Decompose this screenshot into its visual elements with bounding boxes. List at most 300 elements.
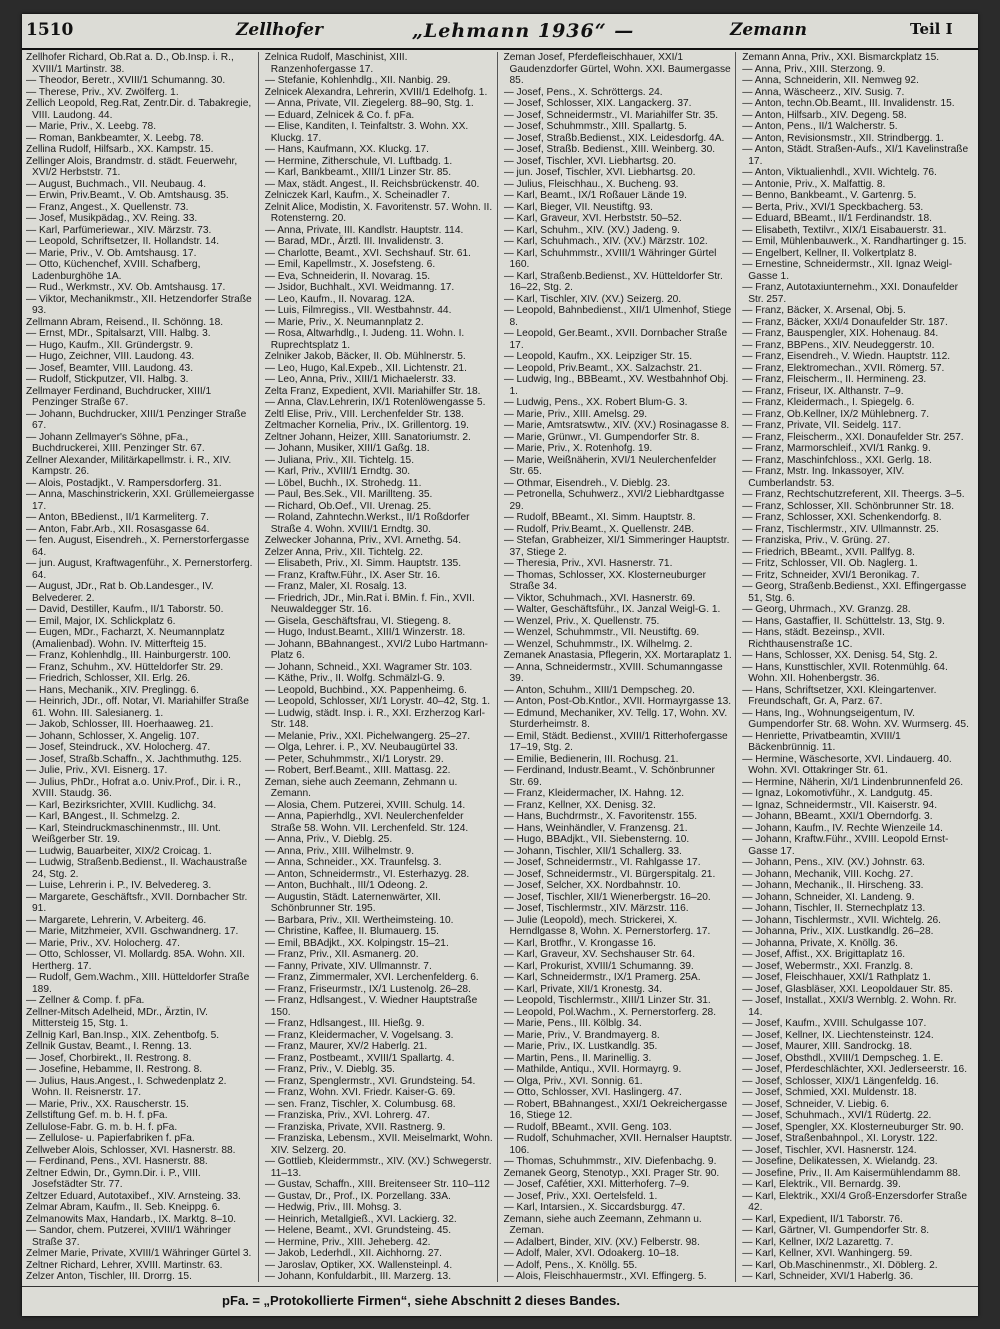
directory-entry: — Eugen, MDr., Facharzt, X. Neumannplatz (Amalienbad). Wohn. IV. Mitterfteig 15. [26, 627, 225, 650]
directory-entry: — Julie, Priv., XVI. Eisnerg. 17. [26, 765, 168, 776]
directory-entry: Zeltzer Eduard, Autotaxibef., XIV. Arnsteing. 33. [26, 1190, 241, 1202]
column-3 [504, 52, 737, 1282]
directory-entry: — Helene, Beamt., XVI. Grundsteing. 45. [264, 1225, 452, 1236]
directory-entry: — Julius, Haus.Angest., I. Schwedenplatz 2. Wohn. II. Reisnerstr. 17. [26, 1075, 227, 1098]
directory-entry: — Rudolf, Priv.Beamt., X. Quellenstr. 24B. [503, 523, 695, 535]
directory-entry: — Eduard, Zelnicek & Co. f. pFa. [264, 109, 415, 121]
directory-entry: — Löbel, Buchh., IX. Strohedg. 11. [264, 477, 422, 489]
directory-entry: — Paul, Bes.Sek., VII. Marillteng. 35. [264, 489, 433, 500]
directory-entry: — Johann, Tischler, XII/1 Schallerg. 33. [503, 845, 682, 857]
directory-entry: — fen. August, Eisendreh., X. Pernerstorfergasse 64. [26, 535, 250, 558]
directory-entry: — Juliana, Priv., XII. Tichtelg. 15. [264, 454, 415, 466]
directory-entry: — Karl, Expedient, II/1 Taborstr. 76. [742, 1213, 903, 1225]
directory-entry: — Karl, Intarsien., X. Siccardsburgg. 47. [503, 1202, 686, 1213]
directory-entry: — Franziska, Private, XVII. Rastnerg. 9. [264, 1121, 446, 1133]
directory-entry: — Josef, Fleischhauer, XXI/1 Rathplatz 1. [742, 972, 931, 983]
directory-entry: — Zellner & Comp. f. pFa. [26, 995, 145, 1006]
directory-entry: — Engelbert, Kellner, II. Volkertplatz 8. [742, 247, 917, 259]
directory-entry: — Johann, Kaufm., IV. Rechte Wienzeile 14. [742, 822, 943, 834]
directory-entry: Zellinger Alois, Brandmstr. d. städt. Feuerwehr, XVI/2 Herbststr. 71. [26, 155, 238, 178]
directory-entry: Zelnica Rudolf, Maschinist, XIII. Ranzenhofergasse 17. [264, 52, 408, 75]
directory-entry: — Johann, Pens., XIV. (XV.) Johnstr. 63. [742, 857, 925, 868]
directory-entry: — Johann, Buchdrucker, XIII/1 Penzinger Straße 67. [26, 408, 247, 431]
directory-entry: — Franz, Kleidermacher, V. Vogelsang. 3. [264, 1029, 454, 1041]
directory-entry: — Franz, Rechtschutzreferent, XII. Theergs. 3–5. [742, 489, 965, 500]
directory-entry: — Josef, Steindruck., XV. Holocherg. 47. [26, 742, 211, 753]
directory-entry: — Anton, Schuhm., XIII/1 Dempscheg. 20. [503, 684, 695, 696]
directory-entry: — Karl, BAngest., II. Schmelzg. 2. [26, 811, 181, 822]
directory-entry: — Edmund, Mechaniker, XV. Tellg. 17, Wohn. XV. Sturderhеimstr. 8. [503, 707, 728, 730]
directory-entry: — Anton, Fabr.Arb., XII. Rosasgasse 64. [26, 523, 210, 535]
directory-entry: — Anna, Private, III. Kandlstr. Hauptstr. 114. [264, 224, 464, 236]
directory-entry: — Eva, Schneiderin, II. Novarag. 15. [264, 270, 431, 282]
directory-entry: — Julie (Leopold), mech. Strickerei, X. Herndlgasse 8, Wohn. X. Pernerstorferg. 17. [503, 914, 711, 937]
directory-entry: — Franz, Kraftw.Führ., IX. Aser Str. 16. [264, 569, 441, 581]
directory-entry: — Josef, Beamter, VIII. Laudong. 43. [26, 362, 194, 374]
directory-entry: — Leopold, Schriftsetzer, II. Hollandstr. 14. [26, 236, 220, 247]
directory-entry: — Adolf, Maler, XVI. Odoakerg. 10–18. [503, 1248, 680, 1259]
directory-entry: — Karl, Schneidermstr., IX/1 Pramerg. 25A. [503, 972, 701, 983]
directory-entry: — Franz, Schuhm., XV. Hütteldorfer Str. 29. [26, 661, 224, 673]
directory-entry: Zelmar Abram, Kaufm., II. Seb. Kneippg. 6. [26, 1202, 221, 1213]
directory-entry: — Emil, Major, IX. Schlickplatz 6. [26, 615, 176, 627]
directory-entry: — Roland, Zahntechn.Werkst., II/1 Roßdorfer Straße 4. Wohn. XVIII/1 Erndtg. 30. [264, 512, 470, 535]
directory-entry: — Franz, Bäcker, XXI/4 Donaufelder Str. 187. [742, 316, 948, 328]
directory-entry: — Karl, Private, XII/1 Kronestg. 34. [503, 983, 663, 995]
directory-entry: — Thomas, Schlosser, XX. Klosterneuburger Straße 34. [503, 569, 707, 592]
directory-entry: — Franz, Schlosser, XXI. Schenkendorfg. 8. [742, 512, 942, 523]
directory-entry: Zellulose-Fabr. G. m. b. H. f. pFa. [26, 1121, 178, 1133]
directory-entry: — Josef, Glasbläser, XXI. Leopoldauer Str. 85. [742, 983, 953, 995]
directory-entry: — Käthe, Priv., II. Wolfg. Schmälzl-G. 9. [264, 673, 445, 684]
directory-entry: — Karl, Schuhmmstr., XVIII/1 Währinger Gürtel 160. [503, 247, 717, 270]
directory-entry: — Anna, Wäscheerz., XIV. Susig. 7. [742, 86, 905, 98]
directory-entry: — Franz, Ob.Kellner, IX/2 Mühlebnerg. 7. [742, 408, 930, 420]
directory-entry: — Otto, Küchenchef, XVIII. Schafberg, Ladenburghöhe 1A. [26, 259, 201, 282]
directory-entry: — Franz, Zimmermaler, XVI. Lerchenfelderg. 6. [264, 972, 479, 983]
directory-entry: — Hermine, Wäschesorte, XVI. Lindauerg. 40. Wohn. XVI. Ottakringer Str. 61. [742, 753, 952, 776]
directory-entry: — Hermine, Zitherschule, VI. Luftbadg. 1. [264, 155, 453, 167]
directory-entry: — Emil, Kapellmstr., X. Josefsteng. 6. [264, 259, 436, 270]
directory-entry: — Ludwig, Ing., BBBeamt., XV. Westbahnhof Obj. 1. [503, 374, 729, 397]
directory-entry: — Josef, Installat., XXI/3 Wernblg. 2. Wohn. Rr. 14. [742, 995, 957, 1018]
directory-entry: — Rudolf, Stickputzer, VII. Halbg. 3. [26, 374, 189, 385]
directory-entry: — Leopold, Tischlermstr., XIII/1 Linzer Str. 31. [503, 995, 711, 1006]
column-4 [742, 52, 974, 1282]
directory-entry: — Johanna, Priv., XIX. Lustkandlg. 26–28. [742, 926, 934, 937]
directory-entry: — Henriette, Privatbeamtin, XVIII/1 Bäckenbrünnig. 11. [742, 730, 901, 753]
directory-entry: — Friedrich, JDr., Min.Rat i. BMin. f. Fin., XVII. Neuwaldegger Str. 16. [264, 592, 475, 615]
directory-entry: — Ferdinand, Industr.Beamt., V. Schönbrunner Str. 69. [503, 765, 715, 788]
directory-entry: — Hans, Schriftsetzer, XXI. Kleingartenver. Freundschaft, Gr. A, Parz. 67. [742, 684, 937, 707]
directory-entry: Zellstiftung Gef. m. b. H. f. pFa. [26, 1110, 168, 1121]
directory-entry: Zellina Rudolf, Hilfsarb., XX. Kampstr. 15. [26, 144, 214, 155]
directory-entry: — Johann, BBeamt., XXI/1 Oberndorfg. 3. [742, 811, 933, 822]
directory-entry: — Hans, Gastaffier, II. Schüttelstr. 13, Stg. 9. [742, 615, 945, 627]
directory-entry: — Hedwig, Priv., III. Mohsg. 3. [264, 1202, 402, 1213]
directory-entry: — Karl, Tischler, XIV. (XV.) Seizerg. 20. [503, 293, 682, 305]
directory-entry: — Franziska, Priv., V. Grüng. 27. [742, 535, 891, 546]
directory-entry: — Johann, Schlosser, X. Angelig. 107. [26, 730, 200, 742]
directory-entry: — Josef, Kellner, IX. Liechtensteinstr. 124. [742, 1029, 934, 1041]
directory-entry: — Anna, Schneiderin, XII. Nemweg 92. [742, 75, 919, 86]
directory-entry: — Franz, Hdlsangest., V. Wiedner Hauptstraße 150. [264, 995, 478, 1018]
directory-entry: — Roman, Bankbeamter, X. Leebg. 78. [26, 132, 204, 144]
directory-entry: — Gustav, Dr., Prof., IX. Porzellang. 33A. [264, 1190, 451, 1202]
directory-entry: — Heinrich, Metallgieß., XVI. Lackierg. 32. [264, 1213, 457, 1225]
directory-entry: — Richard, Ob.Oef., VII. Urenag. 25. [264, 500, 432, 512]
directory-entry: Zellnig Karl, Ban.Insp., XIX. Zehentbofg. 5. [26, 1029, 220, 1041]
directory-entry: — Marie, Priv., IX. Lustkandlg. 35. [503, 1041, 658, 1052]
directory-entry: — Josef, Schuhmmstr., XIII. Spallartg. 5. [503, 121, 687, 132]
volume-part: Teil I [910, 20, 953, 38]
directory-entry: — jun. Josef, Tischler, XVI. Liebhartsg. 20. [503, 167, 696, 178]
directory-entry: — Karl, Beamt., IX/1 Roßauer Lände 19. [503, 190, 687, 201]
directory-entry: — Josef, Tischlermstr., XIV. Märzstr. 116. [503, 903, 689, 914]
directory-entry: — Marie, Weißnäherin, XVI/1 Neulerchenfelder Str. 65. [503, 454, 717, 477]
directory-entry: — Karl, Elektrik., XXI/4 Groß-Enzersdorfer Straße 42. [742, 1190, 968, 1213]
directory-entry: — Franz, Friseurmstr., IX/1 Lustenolg. 26–28. [264, 983, 471, 995]
directory-entry: — Josef, Schmied, XXI. Muldenstr. 18. [742, 1087, 917, 1098]
directory-entry: — Karl, Parfümeriewar., XIV. Märzstr. 73. [26, 224, 212, 236]
directory-entry: — Johann, Schneid., XXI. Wagramer Str. 103. [264, 661, 473, 673]
directory-entry: — Johann, Tischlermstr., XVII. Wichtelg. 26. [742, 914, 941, 926]
directory-entry: — Leopold, Priv.Beamt., XX. Salzachstr. 21. [503, 362, 703, 374]
directory-entry: — Anna, Schneidermstr., XVIII. Schumanngasse 39. [503, 661, 723, 684]
directory-entry: — Julius, Fleischhau., X. Bucheng. 93. [503, 178, 679, 190]
directory-entry: — Josef, Tischler, XVI. Liebhartsg. 20. [503, 155, 677, 167]
directory-entry: — Rudolf, Schuhmacher, XVII. Hernalser Hauptstr. 106. [503, 1133, 733, 1156]
directory-entry: — Ferdinand, Pens., XVI. Hasnerstr. 88. [26, 1156, 208, 1167]
directory-entry: — Josef, Tischler, XVI. Hasnerstr. 124. [742, 1144, 917, 1156]
directory-entry: — Peter, Schuhmmstr., XI/1 Lorystr. 29. [264, 753, 444, 765]
directory-entry: — Anna, Priv., V. Dieblg. 25. [264, 834, 393, 845]
directory-entry: — Therese, Priv., XV. Zwölferg. 1. [26, 86, 179, 98]
directory-entry: — Josef, Webermstr., XXI. Franzlg. 8. [742, 960, 914, 972]
directory-entry: — Ludwig, Pens., XX. Robert Blum-G. 3. [503, 397, 688, 408]
directory-entry: Zemanek Anastasia, Pflegerin, XX. Mortaraplatz 1. [503, 650, 732, 661]
directory-entry: Zeltl Elise, Priv., VIII. Lerchenfelder Str. 138. [264, 408, 464, 420]
directory-entry: — Franz, Fleischerm., XXI. Donaufelder Str. 257. [742, 431, 964, 443]
page-footer [22, 1286, 978, 1316]
directory-entry: — Anna, Papierhdlg., XVI. Neulerchenfelder Straße 58. Wohn. VII. Lerchenfeld. Str. 124. [264, 811, 469, 834]
directory-entry: — Ludwig, Straßenb.Bedienst., II. Wachaustraße 24, Stg. 2. [26, 857, 248, 880]
directory-entry: — Josef, Pferdeschlächter, XXI. Jedlerseerstr. 16. [742, 1064, 968, 1075]
directory-entry: — Robert, BBahnangest., XXI/1 Oekreichergasse 16, Stiege 12. [503, 1098, 728, 1121]
directory-entry: — Karl, Gärtner, VI. Gumpendorfer Str. 8. [742, 1225, 930, 1236]
directory-entry: — Franz, Friseur, IX. Althanstr. 7–9. [742, 385, 904, 397]
directory-entry: — Franz, Kleidermach., I. Spiegelg. 6. [742, 397, 915, 408]
directory-entry: — Karl, Kellner, XVI. Wanhingerg. 59. [742, 1248, 913, 1259]
directory-entry: — jun. August, Kraftwagenführ., X. Pernerstorferg. 64. [26, 558, 253, 581]
directory-entry: — Karl, Graveur, XVI. Herbststr. 50–52. [503, 213, 682, 224]
directory-entry: — Melanie, Priv., XXI. Pichelwangerg. 25–27. [264, 730, 471, 742]
directory-entry: — Anton, Städt. Straßen-Aufs., XI/1 Kavelinstraße 17. [742, 144, 969, 167]
directory-entry: — Viktor, Mechanikmstr., XII. Hetzendorfer Straße 93. [26, 293, 252, 316]
directory-entry: — Hans, Schlosser, XX. Denisg. 54, Stg. 2. [742, 650, 938, 661]
directory-entry: Zelniczek Karl, Kaufm., X. Scheinadler 7. [264, 190, 450, 201]
directory-entry: — Rud., Werkmstr., XV. Ob. Amtshausg. 17. [26, 282, 226, 293]
directory-entry: — Johann, Mechanik, VIII. Kochg. 27. [742, 868, 914, 880]
directory-entry: — Jakob, Lederhdl., XII. Aichhorng. 27. [264, 1248, 443, 1259]
directory-entry: — Ernst, MDr., Spitalsarzt, VIII. Halbg. 3. [26, 328, 211, 339]
directory-entry: — Leopold, Pol.Wachm., X. Pernerstorferg. 28. [503, 1006, 717, 1018]
directory-entry: Zelnicek Alexandra, Lehrerin, XVIII/1 Edelhofg. 1. [264, 86, 488, 98]
directory-entry: — Ignaz, Lokomotivführ., X. Landgutg. 45. [742, 788, 933, 799]
directory-entry: — Hans, Ing., Wohnungseigentum, IV. Gumpendorfer Str. 68. Wohn. XV. Wurmserg. 45. [742, 707, 969, 730]
entry-columns [26, 52, 974, 1282]
directory-entry: — Karl, Kellner, IX/2 Lazarettg. 7. [742, 1236, 894, 1248]
directory-entry: — Josef, Straßb. Bedienst., XIII. Weinberg. 30. [503, 144, 716, 155]
directory-entry: — Wenzel, Schuhmmstr., IX. Wilhelmg. 2. [503, 638, 693, 650]
directory-entry: — Theodor, Beretr., XVIII/1 Schumanng. 30. [26, 75, 226, 86]
directory-entry: — sen. Franz, Tischler, X. Columbusg. 68. [264, 1098, 456, 1110]
directory-entry: — Anton, Viktualienhdl., XVII. Wichtelg. 76. [742, 167, 937, 178]
directory-entry: — Karl, Elektrik., VII. Bernardg. 39. [742, 1179, 901, 1190]
column-2 [265, 52, 498, 1282]
directory-entry: — Sandor, chem. Putzerei, XVIII/1 Währinger Straße 37. [26, 1225, 231, 1248]
directory-entry: Zelmer Marie, Private, XVIII/1 Währinger Gürtel 3. [26, 1248, 252, 1259]
directory-entry: — Rudolf, BBeamt., XI. Simm. Hauptstr. 8. [503, 512, 696, 523]
directory-entry: — Anna, Private, VII. Ziegelerg. 88–90, Stg. 1. [264, 98, 474, 109]
directory-entry: — Barad, MDr., Ärztl. III. Invalidenstr. 3. [264, 236, 444, 247]
directory-entry: — Walter, Geschäftsführ., IX. Janzal Weigl-G. 1. [503, 604, 721, 615]
directory-entry: — Friedrich, Schlosser, XII. Erlg. 26. [26, 673, 191, 684]
directory-entry: — Franz, Priv., V. Dieblg. 35. [264, 1064, 395, 1075]
directory-entry: — Hermine, Priv., XIII. Jeheberg. 42. [264, 1236, 431, 1248]
directory-entry: — Josef, Musikpädag., XV. Reing. 33. [26, 213, 198, 224]
directory-entry: — Franz, Schlosser, XII. Schönbrunner Str. 18. [742, 500, 955, 512]
directory-entry: — Hans, Buchdrmstr., X. Favoritenstr. 155. [503, 811, 698, 822]
directory-entry: — Johann, Musiker, XIII/1 Gaßg. 18. [264, 443, 430, 454]
directory-entry: Zelnit Alice, Modistin, X. Favoritenstr. 57. Wohn. II. Rotensterng. 20. [264, 201, 493, 224]
directory-entry: — Luis, Filmregiss., VII. Westbahnstr. 44. [264, 305, 452, 316]
directory-entry: Zeman Josef, Pferdefleischhauer, XXI/1 Gaudenzdorfer Gürtel, Wohn. XXI. Baumergasse 85. [503, 52, 731, 86]
directory-entry: — Ludwig, Bauarbeiter, XIX/2 Croicag. 1. [26, 845, 212, 857]
directory-entry: — Franz, Spenglermstr., XVI. Grundsteing. 54. [264, 1075, 476, 1087]
directory-entry: — Berta, Priv., XVI/1 Speckbacherg. 53. [742, 201, 924, 213]
directory-entry: — Franz, Bäcker, X. Arsenal, Obj. 5. [742, 305, 906, 316]
directory-entry: — Hans, Kunsttischler, XVII. Rotenmühlg. 64. Wohn. XII. Hohenbergstr. 36. [742, 661, 948, 684]
directory-entry: — Emilie, Bedienerin, III. Rochusg. 21. [503, 753, 679, 765]
directory-entry: — Luise, Lehrerin i. P., IV. Belvederеg. 3. [26, 880, 212, 891]
directory-entry: — Anna, Priv., XIII. Sterzong. 9. [742, 63, 886, 75]
directory-entry: — Gisela, Geschäftsfrau, VI. Stiegeng. 8. [264, 615, 452, 627]
directory-entry: — Stefan, Grabheizer, XI/1 Simmeringer Hauptstr. 37, Stiege 2. [503, 535, 730, 558]
directory-entry: — Anton, Revisionsmstr., XII. Strindbergg. 1. [742, 132, 944, 144]
directory-entry: — Johann Zellmayer's Söhne, pFa., Buchdruckerei, XIII. Penzinger Str. 67. [26, 431, 205, 454]
directory-entry: — Franz, Bauspengler, XIX. Hohenaug. 84. [742, 328, 939, 339]
directory-entry: — Otto, Schlosser, XVI. Haslingerg. 47. [503, 1087, 682, 1098]
directory-entry: Zelzer Anna, Priv., XII. Tichtelg. 22. [264, 546, 424, 558]
directory-entry: — Alois, Postadjkt., V. Rampersdorferg. 31. [26, 477, 222, 489]
directory-entry: — Wenzel, Schuhmmstr., VII. Neustiftg. 69. [503, 627, 700, 638]
directory-entry: — Josefine, Delikatessen, X. Wielandg. 23. [742, 1156, 938, 1167]
directory-entry: — Marie, Priv., X. Neumannplatz 2. [264, 316, 424, 328]
directory-entry: — Josef, Pens., X. Schröttergs. 24. [503, 86, 663, 98]
directory-entry: — August, Buchmach., VII. Neubaug. 4. [26, 178, 207, 190]
directory-entry: Zeltner Edwin, Dr., Gymn.Dir. i. P., VIII. Josefstädter Str. 77. [26, 1167, 201, 1190]
directory-entry: — Stefanie, Kohlenhdlg., XII. Nanbig. 29. [264, 75, 451, 86]
directory-entry: — Hans, Weinhändler, V. Franzensg. 21. [503, 822, 688, 834]
directory-entry: — Franz, Kleidermacher, IX. Hahng. 12. [503, 788, 685, 799]
directory-entry: — Theresia, Priv., XVI. Hasnerstr. 71. [503, 558, 673, 569]
directory-entry: — Franz, Hdlsangest., III. Hießg. 9. [264, 1018, 425, 1029]
directory-entry: — Hugo, BBAdjkt., VII. Siebensterng. 10. [503, 834, 690, 845]
directory-entry: Zellnik Gustav, Beamt., I. Renng. 13. [26, 1041, 192, 1052]
directory-entry: — Karl, Bieger, VII. Neustiftg. 93. [503, 201, 653, 213]
directory-entry: — Gustav, Schaffn., XIII. Breitenseer Str. 110–112 [264, 1179, 490, 1190]
directory-entry: — Max, städt. Angest., II. Reichsbrückenstr. 40. [264, 178, 480, 190]
directory-entry: — Emil, Städt. Bedienst., XVIII/1 Ritterhofergasse 17–19, Stg. 2. [503, 730, 728, 753]
directory-entry: — Josef, Straßb.Schaffn., X. Jachthmuthg. 125. [26, 753, 242, 765]
directory-entry: — Olga, Lehrer. i. P., XV. Neubaugürtel 33. [264, 742, 458, 753]
directory-entry: — Georg, Uhrmach., XV. Granzg. 28. [742, 604, 911, 615]
directory-entry: — Fritz, Schneider, XVI/1 Beronikag. 7. [742, 569, 920, 581]
directory-entry: — Alosia, Chem. Putzerei, XVIII. Schulg. 14. [264, 799, 466, 811]
directory-entry: — Rudolf, BBeamt., XVII. Geng. 103. [503, 1121, 672, 1133]
directory-entry: — Anton, Post-Ob.Kntlor., XVII. Hormayrgasse 13. [503, 696, 732, 707]
directory-entry: — Johann, Konfuldarbit., III. Marzerg. 13. [264, 1271, 452, 1282]
directory-entry: Zellmann Abram, Reisend., II. Schönng. 18. [26, 316, 224, 328]
directory-entry: — Elisabeth, Textilvr., XIX/1 Eisabauerstr. 31. [742, 224, 947, 236]
directory-entry: — Emil, BBAdjkt., XX. Kolpingstr. 15–21. [264, 937, 449, 949]
directory-entry: — Anna, Maschinstrickerin, XXI. Grüllemeiergasse 17. [26, 489, 255, 512]
directory-entry: — Hugo, Kaufm., XII. Gründergstr. 9. [26, 339, 194, 351]
directory-entry: — Anton, Buchhalt., III/1 Odeong. 2. [264, 880, 428, 891]
directory-entry: — Alois, Fleischhauermstr., XVI. Effingerg. 5. [503, 1271, 707, 1282]
directory-entry: — Anton, Hilfsarb., XIV. Degeng. 58. [742, 109, 907, 121]
directory-entry: — Ludwig, städt. Insp. i. R., XXI. Erzherzog Karl-Str. 148. [264, 707, 485, 730]
directory-entry: — Josef, Spengler, XX. Klosterneuburger Str. 90. [742, 1121, 964, 1133]
directory-entry: — Leopold, Buchbind., XX. Pappenheimg. 6. [264, 684, 467, 696]
directory-entry: — Karl, Bezirksrichter, XVIII. Kudlichg. 34. [26, 799, 217, 811]
directory-entry: — Benno, Bankbeamt., V. Gartenrg. 5. [742, 190, 917, 201]
directory-entry: — Hans, Kaufmann, XX. Kluckg. 17. [264, 144, 429, 155]
directory-entry: — Josef, Tischler, XII/1 Wienerbergstr. 16–20. [503, 891, 711, 903]
directory-entry: — Josef, Schneidermstr., VI. Bürgerspitalg. 21. [503, 868, 716, 880]
directory-entry: — Martin, Pens., II. Marinellig. 3. [503, 1052, 652, 1064]
directory-entry: — Karl, Steindruckmaschinenmstr., III. Unt. Weißgerber Str. 19. [26, 822, 221, 845]
directory-entry: — Christine, Kaffee, II. Blumauerg. 15. [264, 926, 439, 937]
directory-entry: — Franz, Mstr. Ing. Inkassoyer, XIV. Cumberlandstr. 53. [742, 466, 905, 489]
directory-entry: — Hugo, Zeichner, VIII. Laudong. 43. [26, 351, 195, 362]
column-1 [26, 52, 259, 1282]
directory-entry: — Elise, Kanditen, I. Teinfaltstr. 3. Wohn. XX. Kluckg. 17. [264, 121, 469, 144]
directory-entry: Zelmanowits Max, Handarb., IX. Marktg. 8–10. [26, 1213, 237, 1225]
directory-entry: Zelta Franz, Expedient, XVII. Mariahilfer Str. 18. [264, 385, 481, 397]
directory-entry: — Johann, Schneider, XI. Landeng. 9. [742, 891, 915, 903]
directory-entry: — Josef, Straßb.Bedienst., XIX. Leidesdorfg. 4A. [503, 132, 725, 144]
publication-title: „Lehmann 1936“ — [412, 20, 635, 42]
directory-entry: Zellner Alexander, Militärkapellmstr. i. R., XIV. Kampstr. 26. [26, 454, 232, 477]
directory-entry: — Johann, Kraftw.Führ., XVIII. Leopold Ernst-Gasse 17. [742, 834, 949, 857]
directory-entry: — Franz, Private, VII. Seidelg. 117. [742, 420, 902, 431]
directory-entry: Zemann Anna, Priv., XXI. Bismarckplatz 15. [742, 52, 940, 63]
directory-entry: Zellich Leopold, Reg.Rat, Zentr.Dir. d. Tabakregie, VIII. Laudong. 44. [26, 98, 252, 121]
directory-entry: — Franziska, Priv., XVI. Lohrerg. 47. [264, 1110, 430, 1121]
directory-entry: — Jsidor, Buchhalt., XVI. Weidmanng. 17. [264, 282, 455, 293]
directory-entry: — Othmar, Eisendreh., V. Dieblg. 23. [503, 477, 671, 489]
directory-entry: — Franz, Eisendreh., V. Wiedn. Hauptstr. 112. [742, 351, 951, 362]
directory-entry: — Rudolf, Gem.Wachm., XIII. Hütteldorfer Straße 189. [26, 972, 250, 995]
directory-entry: — Johann, BBahnangest., XVI/2 Lubo Hartmann-Platz 6. [264, 638, 488, 661]
directory-entry: Zeltmacher Kornelia, Priv., IX. Grillentorg. 19. [264, 420, 469, 431]
directory-entry: Zeltner Johann, Heizer, XIII. Sanatoriumstr. 2. [264, 431, 471, 443]
directory-entry: — Elisabeth, Priv., XI. Simm. Hauptstr. 135. [264, 558, 462, 569]
directory-entry: — Margarete, Geschäftsfr., XVII. Dornbacher Str. 91. [26, 891, 248, 914]
directory-entry: — Leo, Anna, Priv., XIII/1 Michaelerstr. 33. [264, 374, 456, 385]
directory-entry: — Barbara, Priv., XII. Wertheimsteing. 10. [264, 914, 454, 926]
directory-entry: — Josef, Affist., XX. Brigittaplatz 16. [742, 949, 906, 960]
directory-entry: — Karl, Bankbeamt., XIII/1 Linzer Str. 85. [264, 167, 452, 178]
directory-entry: — Marie, Grünwr., VI. Gumpendorfer Str. 8. [503, 431, 700, 443]
directory-entry: — Karl, Prokurist, XVIII/1 Schumanng. 39. [503, 960, 694, 972]
directory-entry: — Anton, Pens., II/1 Walcherstr. 5. [742, 121, 898, 132]
directory-entry: — Marie, Priv., V. Brandmayerg. 8. [503, 1029, 660, 1041]
directory-entry: — Antonie, Priv., X. Malfattig. 8. [742, 178, 886, 190]
directory-entry: — Adolf, Pens., X. Knöllg. 55. [503, 1259, 638, 1271]
directory-entry: — Josef, Schuhmach., XVI/1 Rüdertg. 22. [742, 1110, 932, 1121]
directory-entry: — Anna, Schneider., XX. Traunfelsg. 3. [264, 857, 442, 868]
directory-entry: — Franz, Maurer, XV/2 Haberlg. 21. [264, 1041, 428, 1052]
directory-entry: Zelniker Jakob, Bäcker, II. Ob. Mühlnerstr. 5. [264, 351, 466, 362]
directory-entry: — Emil, Mühlenbauwerk., X. Randhartinger g. 15. [742, 236, 967, 247]
directory-entry: — Josef, Schlosser, XIX/1 Längenfeldg. 16. [742, 1075, 939, 1087]
directory-entry: — Marie, Priv., XX. Rauscherstr. 15. [26, 1098, 189, 1110]
directory-entry: — Karl, Ob.Maschinenmstr., XI. Döblerg. 2. [742, 1259, 938, 1271]
directory-entry: — Karl, Graveur, XV. Sechshauser Str. 64. [503, 949, 696, 960]
directory-entry: — Karl, Brotfhr., V. Krongasse 16. [503, 937, 657, 949]
directory-entry: — Wenzel, Priv., X. Quellenstr. 75. [503, 615, 660, 627]
directory-entry: — Julius, PhDr., Hofrat a.o. Univ.Prof., Dir. i. R., XVIII. Staudg. 36. [26, 776, 241, 799]
directory-entry: — Franz, Maschinfchloss., XXI. Gerlg. 18. [742, 454, 932, 466]
directory-entry: — Eduard, BBeamt., II/1 Ferdinandstr. 18. [742, 213, 932, 224]
directory-entry: — Franziska, Lebensm., XVII. Meiselmarkt, Wohn. XIV. Selzerg. 20. [264, 1133, 493, 1156]
directory-entry: — Hugo, Indust.Beamt., XIII/1 Winzerstr. 18. [264, 627, 466, 638]
directory-entry: — Karl, Priv., XVIII/1 Erndtg. 30. [264, 466, 411, 477]
directory-entry: — Anton, techn.Ob.Beamt., III. Invalidenstr. 15. [742, 98, 955, 109]
directory-entry: — Franz, Autotaxiunternehm., XXI. Donaufelder Str. 257. [742, 282, 958, 305]
directory-entry: — Ernestine, Schneidermstr., XII. Ignaz Weigl-Gasse 1. [742, 259, 953, 282]
directory-entry: — Georg, Straßenb.Bedienst., XXI. Effingergasse 51, Stg. 6. [742, 581, 967, 604]
directory-entry: — Marie, Priv., X. Rotenhofg. 19. [503, 443, 653, 454]
directory-entry: — Franz, Postbeamt., XVIII/1 Spallartg. 4. [264, 1052, 455, 1064]
directory-entry: — Leopold, Bahnbedienst., XII/1 Ulmenhof, Stiege 8. [503, 305, 732, 328]
directory-entry: — Adalbert, Binder, XIV. (XV.) Felberstr. 98. [503, 1236, 700, 1248]
directory-entry: — Marie, Priv., XV. Holocherg. 47. [26, 937, 181, 949]
directory-entry: — Franz, Priv., XII. Asmanerg. 20. [264, 949, 419, 960]
directory-entry: — Josef, Schneidermstr., VI. Rahlgasse 17. [503, 857, 701, 868]
directory-entry: — Zellulose- u. Papierfabriken f. pFa. [26, 1133, 195, 1144]
directory-entry: — Karl, Straßenb.Bedienst., XV. Hütteldorfer Str. 16–22, Stg. 2. [503, 270, 723, 293]
directory-entry: Zelwecker Johanna, Priv., XVI. Arnethg. 54. [264, 535, 462, 546]
directory-entry: — Franz, Wohn. XVI. Friedr. Kaiser-G. 69. [264, 1087, 456, 1098]
directory-entry: — Josef, Priv., XXI. Oertelsfeld. 1. [503, 1190, 658, 1202]
directory-entry: — Josefine, Hebamme, II. Restrong. 8. [26, 1064, 203, 1075]
directory-entry: — Karl, Schuhm., XIV. (XV.) Jadeng. 9. [503, 224, 680, 236]
directory-entry: — Jakob, Schlosser, III. Hoerhaaweg. 21. [26, 719, 214, 730]
directory-entry: Zemanek Georg, Stenotyp., XXI. Prager Str. 90. [503, 1167, 720, 1179]
directory-entry: — Josef, Selcher, XX. Nordbahnstr. 10. [503, 880, 681, 891]
directory-entry: — Hans, Mechanik., XIV. Preglingg. 6. [26, 684, 199, 696]
directory-entry: — Gottlieb, Kleidermmstr., XIV. (XV.) Schwegerstr. 11–13. [264, 1156, 492, 1179]
directory-entry: — August, JDr., Rat b. Ob.Landesger., IV. Belvederег. 2. [26, 581, 214, 604]
directory-entry: — Karl, Schuhmach., XIV. (XV.) Märzstr. 102. [503, 236, 708, 247]
header-last-keyword: Zemann [730, 20, 807, 40]
directory-entry: — Marie, Pens., III. Kölblg. 34. [503, 1018, 642, 1029]
directory-entry: — Johanna, Private, X. Knöllg. 36. [742, 937, 898, 949]
